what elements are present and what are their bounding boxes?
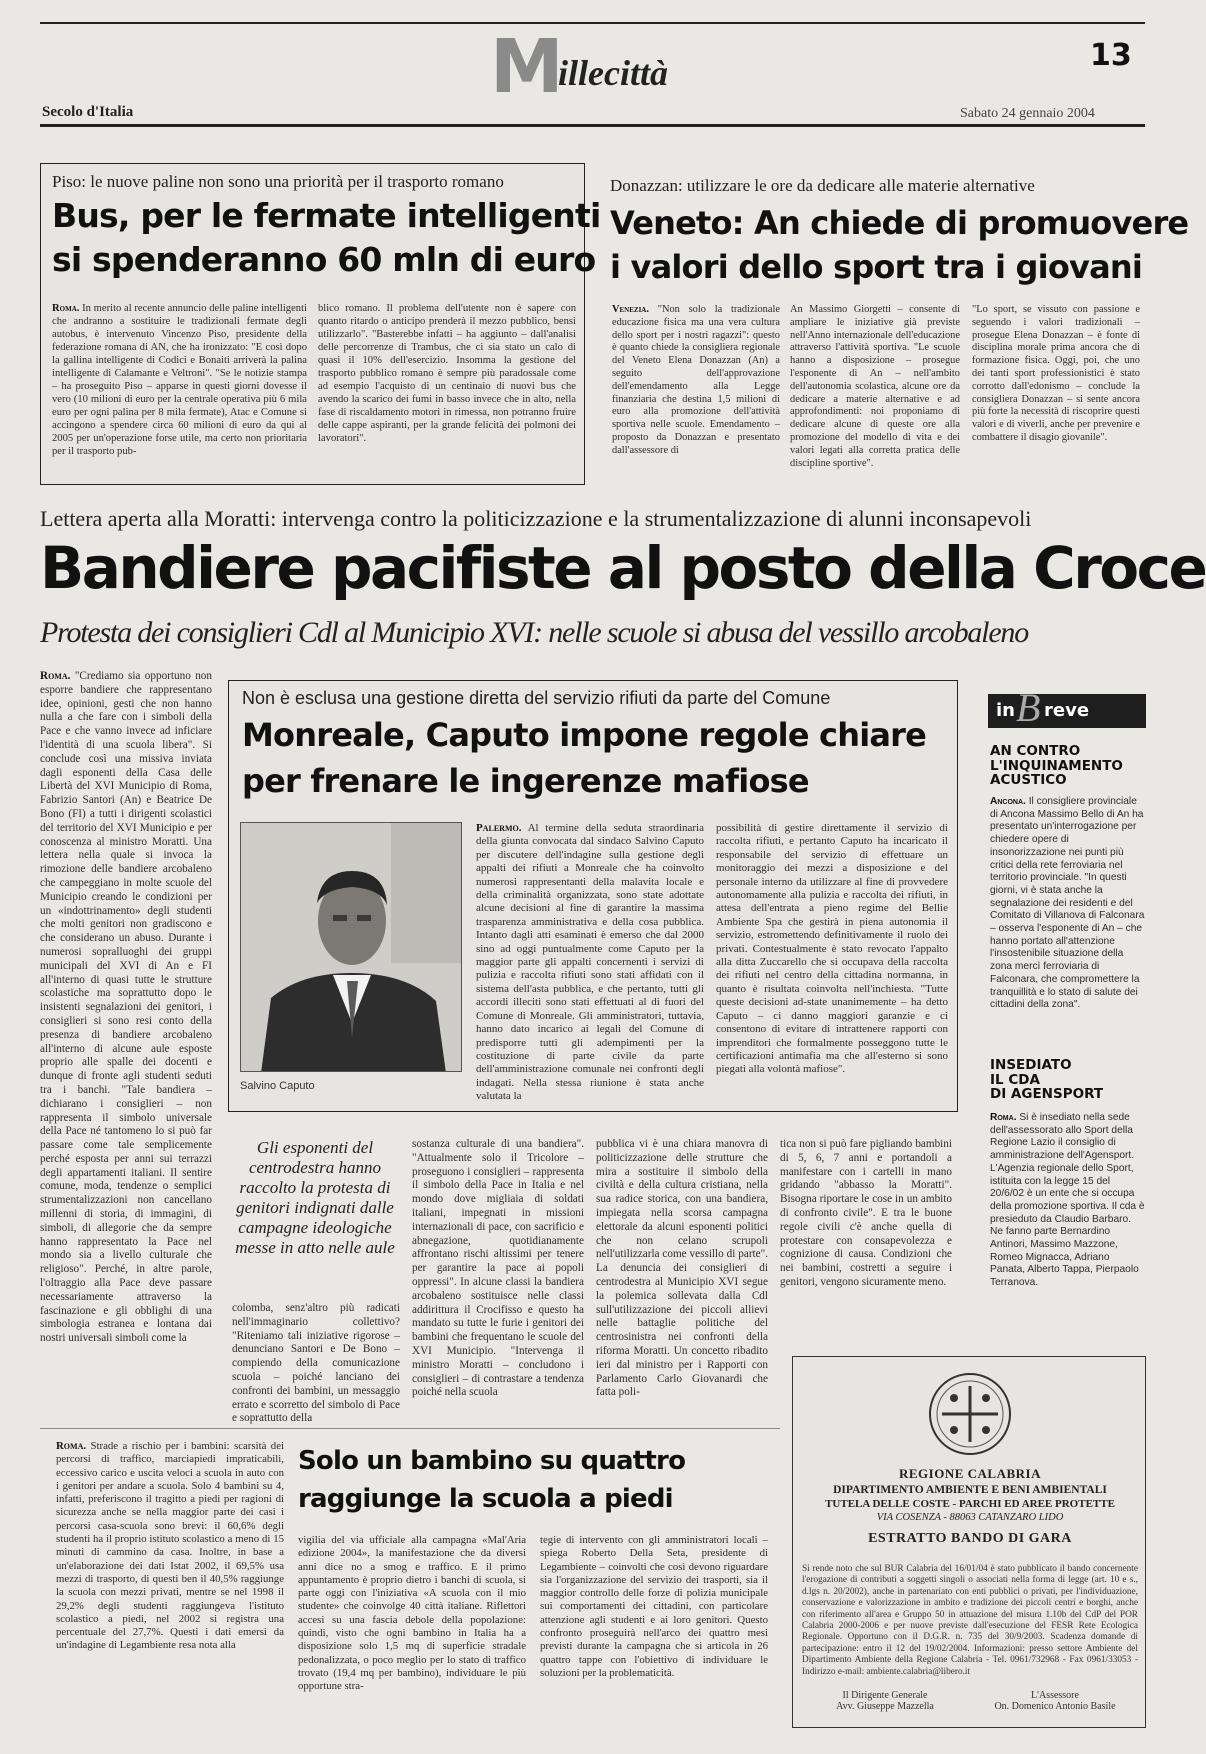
- veneto-dateline: Venezia.: [612, 304, 649, 315]
- regione-division: TUTELA DELLE COSTE - PARCHI ED AREE PROTETTE: [825, 1498, 1115, 1510]
- breve-item-1-title-line-2: L'INQUINAMENTO: [990, 757, 1123, 774]
- bus-text-2: blico romano. Il problema dell'utente non è sapere con quanto ritardo o anticipo prenderà il mezzo pubblico, bensì utilizzarlo". "Basterebbe infatti – ha aggiunto – dall'analisi delle percorrenze di Trambus, che ci sia stato un calo di quasi il 10% dell'esercizio. Insomma la gestione del trasporto pubblico romano è sempre più paradossale come ad esempio l'acquisto di un centinaio di nuovi bus che avendo la scarico dei fumi in basso invece che in alto, nella fase di riscaldamento motori in rimessa, non potranno fruire delle cappe aspiranti, per la grande felicità dei polmoni dei lavoratori".: [318, 303, 576, 444]
- bambino-text-2: vigilia del via ufficiale alla campagna «Mal'Aria edizione 2004», la manifestazione che da diversi anni dice no a smog e traffico. E il primo appuntamento è proprio dietro i banchi di scuola, si parte oggi con l'iniziativa «A scuola con il mio studente» che coinvolge 40 città italiane. Riflettori accesi su una fascia debole della popolazione: quindi, visto che ogni bambino in Italia ha a disposizione solo 1,5 mq di superficie stradale pedonalizzata, o poco meglio per lo stato di traffico trovato (19,4 mq per bambino), individuare le più opportune stra-: [298, 1534, 526, 1693]
- bambino-column-3: [540, 1534, 768, 1736]
- bandiere-text-4: pubblica vi è una chiara manovra di politicizzazione delle strutture che mira a sostituire il simbolo della civiltà e della cultura cristiana, nella sua radice storica, con una bandiera, impiegata nella scorsa campagna elettorale da alcuni esponenti politici che non celano scrupoli nell'utilizzarla come vessillo di parte". La denuncia dei consiglieri di centrodestra al Municipio XVI segue la polemica sollevata dalla Cdl sull'utilizzazione dei piccoli allievi nelle battaglie politiche del centrosinistra nei confronti della riforma Moratti. Un concetto ribadito ieri dal ministro per i Rapporti con Parlamento Carlo Giovanardi che fatta poli-: [596, 1138, 768, 1399]
- breve-item-2-title-line-3: DI AGENSPORT: [990, 1086, 1104, 1102]
- monreale-column-1: [476, 822, 704, 1104]
- breve-item-1-dateline: Ancona.: [990, 796, 1026, 807]
- regione-body: Si rende noto che sul BUR Calabria del 16/01/04 è stato pubblicato il bando concernente l'erogazione di contributi a soggetti singoli o associati nella forma di legge (art. 10 e s., d.lgs n. 20/2002), anche in partenariato con enti pubblici o privati, per l'individuazione, conservazione e valorizzazione in ambito e tradizione dei piccoli centri e borghi, anche con riferimento all'area e Gruppo 50 in attuazione del misura 1.10b del CdP del POR Calabria 2000-2006 e per nuove previste dall'esecuzione del FESR Rete Ecologica Regionale. Opportuno con il D.G.R. n. 735 del 30/9/2003. Scadenza domande di partecipazione: entro il 12 del 19/02/2004. Informazioni: presso settore Ambiente del Dipartimento Ambiente della Regione Calabria - Tel. 0961/732968 - Fax 0961/33053 - Indirizzo e-mail: ambiente.calabria@libero.it: [802, 1564, 1138, 1677]
- bandiere-subtitle: Protesta dei consiglieri Cdl al Municipio XVI: nelle scuole si abusa del vessillo arcobaleno: [40, 616, 1029, 649]
- section-logo-rest: illecittà: [558, 53, 668, 93]
- in-breve-rest: reve: [1044, 700, 1090, 721]
- breve-item-2-text: [990, 1112, 1145, 1312]
- bambino-headline-1: Solo un bambino su quattro: [298, 1446, 686, 1476]
- in-breve-prefix: in: [996, 700, 1015, 721]
- breve-item-1-title-line-1: AN CONTRO: [990, 743, 1081, 759]
- veneto-text-2: An Massimo Giorgetti – consente di ampliare le iniziative già previste nell'Anno internazionale dell'educazione attraverso l'attività sportiva. "Le scuole hanno a disposizione – prosegue l'esponente di An – nell'ambito dell'autonomia scolastica, alcune ore da dedicare a materie alternative e ad approfondimenti: noi proponiamo di dedicare alcune di queste ore alla promozione del modello di vita e dei valori legati alla corretta pratica delle discipline sportive".: [790, 304, 960, 469]
- breve-item-2-body: Si è insediato nella sede dell'assessorato allo Sport della Regione Lazio il consiglio di amministrazione dell'Agensport. L'Agenzia regionale dello Sport, istituita con la legge 15 del 20/6/02 è un ente che si occupa della promozione sportiva. Il cda è presieduto da Claudio Barbaro. Ne fanno parte Bernardino Antinori, Massimo Mazzone, Romeo Mignacca, Adriano Panata, Alberto Tappa, Pierpaolo Terranova.: [990, 1112, 1145, 1289]
- veneto-column-3: [972, 304, 1140, 476]
- breve-item-1-title: [990, 744, 1148, 788]
- regione-address: VIA COSENZA - 88063 CATANZARO LIDO: [876, 1512, 1064, 1523]
- photo-caption: Salvino Caputo: [240, 1080, 315, 1092]
- regione-signature-1: [810, 1690, 960, 1712]
- breve-item-2-title-line-2: IL CDA: [990, 1071, 1040, 1088]
- bus-text-1: In merito al recente annuncio delle paline intelligenti che andranno a sostituire le tradizionali fermate degli autobus, è intervenuto Vincenzo Piso, presidente della federazione romana di AN, che ha ironizzato: "E così dopo la gallina intelligente di Codici e Bonaiti arriverà la palina intelligente di Calamante e Veltroni". "Se le notizie stampa – ha proseguito Piso – apparse in questi giorni dovesse il vero (10 milioni di euro per la centrale operativa più 6 mila euro per ogni palina per 8 mila fermate), Atac e Comune si accingono a spendere circa 60 milioni di euro da qui al 2005 per un'operazione forse utile, ma certo non prioritaria per il trasporto pub-: [52, 303, 307, 457]
- caputo-photo: [240, 822, 462, 1072]
- breve-item-1-title-line-3: ACUSTICO: [990, 772, 1067, 788]
- bambino-text-1: Strade a rischio per i bambini: scarsità dei percorsi di traffico, marciapiedi impraticabili, eccessivo carico e uscita veloci a scuola in auto con i genitori per andare a scuola. Solo 4 bambini su 4, infatti, preferiscono il tragitto a piedi per ragioni di sicurezza anche se nella maggior parte dei casi i percorsi casa-scuola sono brevi: il 60,6% degli studenti ha il proprio istituto scolastico a meno di 15 minuti di cammino da casa. Inoltre, in base a un'elaborazione dei dati Istat 2002, il 69,5% usa mezzi di trasporto, di questi ben il 40,5% raggiunge la scuola con mezzi privati, mentre se nel 1998 il 29,2% degli studenti raggiungeva l'istituto scolastico a piedi, nel 2002 si registra una percentuale del 27,7%. Questi i dati emersi da un'indagine di Legambiente resa nota alla: [56, 1440, 284, 1652]
- bandiere-text-2: colomba, senz'altro più radicati nell'immaginario collettivo? "Riteniamo tali iniziative rigorose – denunciano Santori e De Bono – compiendo della comunicazione scuola – poiché lanciano dei confronti dei bambini, un messaggio errato e scorretto del simbolo di Pace e soprattutto della: [232, 1302, 400, 1425]
- regione-emblem: [920, 1368, 1020, 1460]
- bandiere-column-1: [40, 670, 212, 1500]
- bandiere-pull-quote: Gli esponenti del centrodestra hanno raccolto la protesta di genitori indignati dalle campagne ideologiche messe in atto nelle aule: [235, 1138, 395, 1257]
- veneto-column-1: [612, 304, 780, 476]
- top-rule: [40, 22, 1145, 24]
- monreale-headline-2: per frenare le ingerenze mafiose: [242, 762, 809, 800]
- veneto-column-2: [790, 304, 960, 476]
- breve-item-1-text: [990, 796, 1145, 1038]
- portrait-figure: [241, 823, 462, 1072]
- regione-notice-title: ESTRATTO BANDO DI GARA: [868, 1531, 1072, 1546]
- breve-item-2-dateline: Roma.: [990, 1112, 1017, 1123]
- veneto-text-3: "Lo sport, se vissuto con passione e seguendo i valori tradizionali – prosegue Elena Donazzan – è fonte di disciplina morale prima ancora che di formazione fisica. Oggi, poi, che uno dei tanti sport professionistici è stato corrotto dall'edonismo – conclude la consigliera Donazzan – si sente ancora più forte la necessità di riscoprire questi valori e di viverli, anche per prevenire e combattere il disagio giovanile".: [972, 304, 1140, 443]
- bus-kicker: Piso: le nuove paline non sono una priorità per il trasporto romano: [52, 172, 504, 191]
- regione-name: REGIONE CALABRIA: [899, 1466, 1041, 1481]
- bandiere-text-1: "Crediamo sia opportuno non esporre bandiere che rappresentano idee, opinioni, gesti che non hanno nulla a che fare con i simboli della Pace e che vanno invece ad inficiare l'identità di una scuola libera". Si conclude così una missiva inviata dagli esponenti della Casa delle Libertà del XVI Municipio di Roma, Fabrizio Santori (An) e Beatrice De Bono (FI) a tutti i dirigenti scolastici del territorio del XVI Municipio e per conoscenza al ministro Moratti. Una lettera nella quale si invoca la rimozione delle bandiere arcobaleno che campeggiano in molte scuole del Municipio creando le condizioni per un «indottrinamento» degli studenti che molti genitori non gradiscono e che considerano un abuso. Durante i numerosi sopralluoghi dei gruppi municipali del XVI di An e FI all'interno di quasi tutte le strutture scolastiche ma soprattutto dopo le insistenti segnalazioni dei genitori, i consiglieri si sono resi conto della presenza di bandiere arcobaleno all'interno di alcune aule esposte proprio alle spalle dei docenti e dunque di fronte agli studenti seduti tra i banchi. "Tale bandiera – dichiarano i consiglieri – non rappresenta il simbolo universale della Pace né tantomeno lo si può far passare come tale semplicemente perché esposta per anni sui terrazzi degli appartamenti italiani. Il sentire comune, moda, tendenze o semplici strumentalizzazioni non cancellano millenni di storia, di immagini, di simboli, di allegorie che da sempre hanno rappresentato la Pace nel mondo sia a livello culturale che religioso". Perché, in altre parole, l'oltraggio alla Pace deve passare necessariamente attraverso la fascinazione e gli obblighi di una simbologia estranea e lontana dai nostri universali simboli come la: [40, 670, 212, 1345]
- signature-2-role: L'Assessore: [1031, 1690, 1079, 1701]
- monreale-text-1: Al termine della seduta straordinaria della giunta convocata dal sindaco Salvino Caputo per discutere dell'indagine sulla gestione degli appalti dei rifiuti a Monreale che ha coinvolto numerosi rappresentanti della malavita locale e della criminalità organizzata, sono state adottate alcune decisioni al fine di garantire la massima trasparenza amministrativa e della cosa pubblica. Intanto dagli atti esaminati è emerso che dal 2000 sino ad oggi puntualmente come Caputo per la maggior parte gli appalti concernenti i servizi di pulizia e raccolta rifiuti sono stati affidati con il sistema dell'asta pubblica, e che pertanto, tutti gli accordi illeciti sono stati effettuati al di fuori del Comune di Monreale. Gli amministratori, tuttavia, hanno dato incarico ai legali del Comune di predisporre tutti gli adempimenti per la costituzione di parte civile da parte dell'amministrazione comunale nei confronti degli indagati. Nella stessa riunione è stata anche valutata la: [476, 822, 704, 1103]
- bambino-column-2: [298, 1534, 526, 1736]
- bambino-top-rule: [40, 1428, 780, 1429]
- bambino-text-3: tegie di intervento con gli amministratori locali – spiega Roberto Della Seta, presidente di Legambiente – coinvolti che così devono riguardare sia l'organizzazione del servizio dei trasporti, sia il maggior controllo delle forze di polizia municipale sui comportamenti dei cittadini, con particolare attenzione agli studenti e ai loro genitori. Questo confronto proseguirà nell'arco dei quattro mesi previsti durante la campagna che si articola in 26 quattro tappe con l'obiettivo di individuare le soluzioni per la problematicità.: [540, 1534, 768, 1679]
- monreale-text-2: possibilità di gestire direttamente il servizio di raccolta rifiuti, e pertanto Caputo ha incaricato il responsabile del servizio di effettuare un monitoraggio dei mezzi a disposizione e del personale interno da utilizzare al fine di provvedere autonomamente alla pulizia e raccolta dei rifiuti, in attesa dell'entrata a pieno regime del Bellie Ambiente Spa che gestirà in piena autonomia il servizio, estromettendo definitivamente il ruolo dei privati. Contestualmente è stato revocato l'appalto alla ditta Zuccarello che si occupava della raccolta dei rifiuti nel centro della cittadina normanna, in quanto è risultata coinvolta nell'inchiesta. "Tutte queste decisioni ad-state unanimemente – ha detto Caputo – ci danno maggiori garanzie e ci consentono di evitare di intrattenere rapporti con imprenditori che formalmente posseggono tutte le certificazioni antimafia ma che all'esterno si sono piegati alla volontà mafiose".: [716, 822, 948, 1076]
- bandiere-text-3: sostanza culturale di una bandiera". "Attualmente solo il Tricolore – proseguono i consiglieri – rappresenta il simbolo della Pace in Italia e nel mondo dove migliaia di soldati italiani, impegnati in missioni internazionali di pace, con sacrificio e abnegazione, quotidianamente affrontano rischi altissimi per tenere per garantire la pace ai popoli oppressi". In alcune classi la bandiera arcobaleno sostituisce nelle classi addirittura il Crocifisso e questo ha mandato su tutte le furie i genitori dei bambini che frequentano le scuole del XVI Municipio. "Intervenga il ministro Moratti – concludono i consiglieri – di contrastare a tendenza poiché nella scuola: [412, 1138, 584, 1399]
- veneto-kicker: Donazzan: utilizzare le ore da dedicare alle materie alternative: [610, 176, 1035, 195]
- breve-item-1-body: Il consigliere provinciale di Ancona Massimo Bello di An ha presentato un'interrogazione per chiedere opere di insonorizzazione nei punti più critici della rete ferroviaria nel territorio provinciale. "In questi giorni, vi è stata anche la segnalazione dei residenti e del Comitato di Villanova di Falconara – osserva l'esponente di An – che hanno portato all'attenzione l'insostenibile situazione della zona mercì ferroviaria di Falconara, che compromettere la tranquillità e lo stato di salute dei cittadini della zona".: [990, 796, 1145, 1011]
- page-number: 13: [1090, 38, 1132, 73]
- breve-item-2-title-line-1: INSEDIATO: [990, 1057, 1072, 1073]
- veneto-headline-1: Veneto: An chiede di promuovere: [610, 204, 1189, 242]
- veneto-headline-2: i valori dello sport tra i giovani: [610, 248, 1143, 286]
- bus-column-2: [318, 302, 576, 480]
- regione-header: [800, 1466, 1140, 1547]
- bandiere-headline: Bandiere pacifiste al posto della Croce: [40, 534, 1206, 602]
- in-breve-header: [988, 685, 1146, 730]
- bambino-column-1: [56, 1440, 284, 1738]
- veneto-text-1: "Non solo la tradizionale educazione fisica ma una vera cultura dello sport per i nostri ragazzi": questo è quanto chiede la consigliera regionale del Veneto Elena Donazzan (An) a seguito dell'approvazione dell'emendamento alla Legge finanziaria che destina 1,5 milioni di euro alla promozione dell'attività sportiva nelle scuole. Emendamento – proposto da Donazzan e presentato dall'assessore di: [612, 304, 780, 456]
- breve-item-2-title: [990, 1058, 1148, 1102]
- paper-name: Secolo d'Italia: [42, 104, 134, 120]
- in-breve-initial: B: [1016, 685, 1041, 730]
- regione-signature-2: [970, 1690, 1140, 1712]
- issue-date: Sabato 24 gennaio 2004: [960, 106, 1095, 121]
- bus-column-1: [52, 302, 307, 480]
- masthead-rule: [40, 124, 1145, 127]
- bus-headline-1: Bus, per le fermate intelligenti: [52, 196, 601, 235]
- bandiere-kicker: Lettera aperta alla Moratti: intervenga contro la politicizzazione e la strumentalizzazione di alunni inconsapevoli: [40, 506, 1032, 531]
- regione-department: DIPARTIMENTO AMBIENTE E BENI AMBIENTALI: [833, 1484, 1107, 1496]
- monreale-column-2: [716, 822, 948, 1104]
- monreale-headline-1: Monreale, Caputo impone regole chiare: [242, 716, 927, 754]
- regione-crest-icon: [920, 1368, 1020, 1460]
- bambino-headline-2: raggiunge la scuola a piedi: [298, 1484, 673, 1514]
- bandiere-dateline: Roma.: [40, 670, 71, 682]
- bus-dateline: Roma.: [52, 303, 80, 314]
- signature-2-name: On. Domenico Antonio Basile: [994, 1701, 1116, 1712]
- section-logo-initial: M: [490, 24, 561, 110]
- bambino-dateline: Roma.: [56, 1440, 87, 1452]
- monreale-dateline: Palermo.: [476, 822, 522, 834]
- bus-headline-2: si spenderanno 60 mln di euro: [52, 240, 596, 279]
- section-logo: [490, 24, 730, 110]
- monreale-kicker: Non è esclusa una gestione diretta del servizio rifiuti da parte del Comune: [242, 688, 831, 708]
- signature-1-name: Avv. Giuseppe Mazzella: [836, 1701, 934, 1712]
- bandiere-text-5: tica non si può fare pigliando bambini di 5, 6, 7 anni e portandoli a manifestare con i cartelli in mano gridando "abbasso la Moratti". Bisogna riportare le cose in un ambito di confronto civile". E tra le buone regole civili c'è anche quella di protestare con consapevolezza e cognizione di causa. Condizioni che nei bambini, costretti a seguire i genitori, vengono sicuramente meno.: [780, 1138, 952, 1288]
- signature-1-role: Il Dirigente Generale: [842, 1690, 928, 1701]
